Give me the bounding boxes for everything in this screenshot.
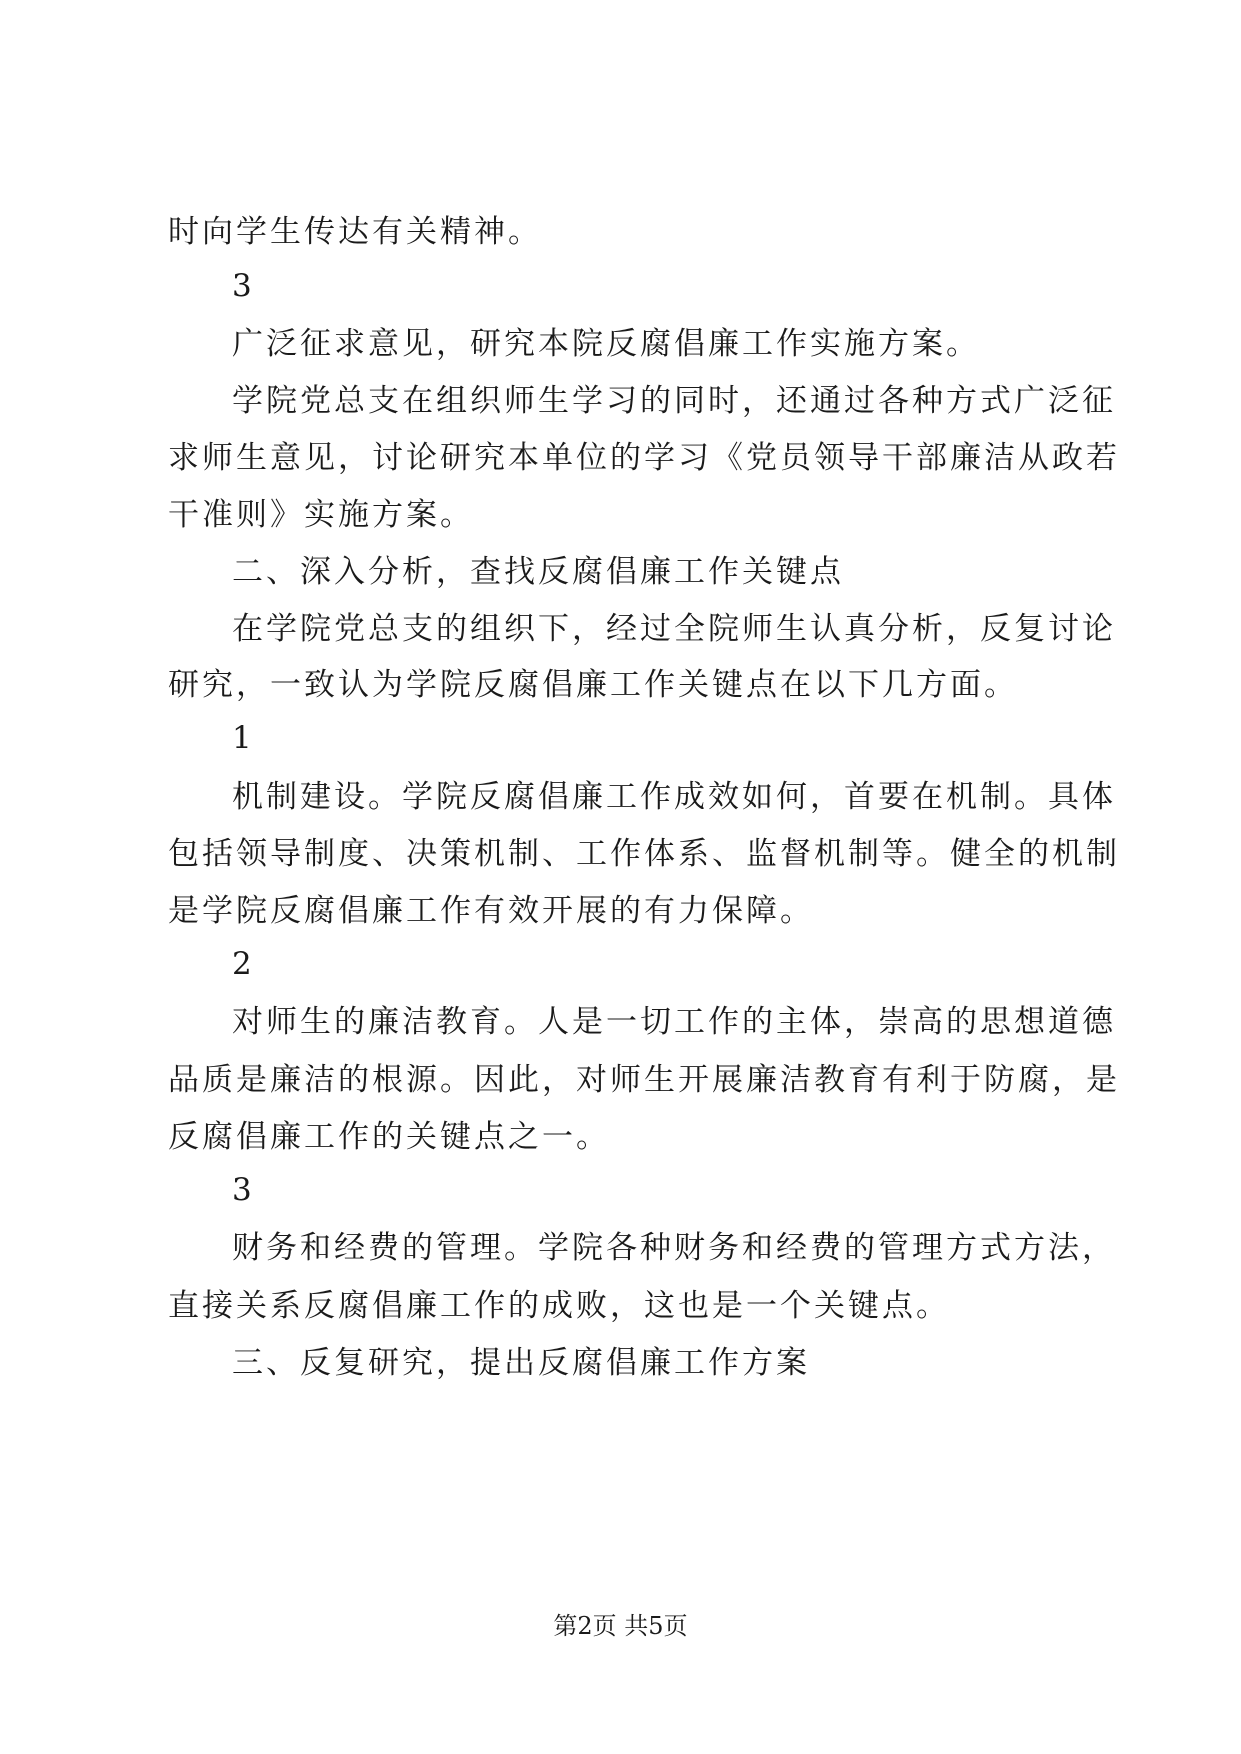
text-line: 财务和经费的管理。学院各种财务和经费的管理方式方法， <box>232 1230 1116 1266</box>
text-line: 干准则》实施方案。 <box>168 497 474 533</box>
text-line: 在学院党总支的组织下，经过全院师生认真分析，反复讨论 <box>232 611 1116 647</box>
item-number: 2 <box>232 946 255 982</box>
subheading: 广泛征求意见，研究本院反腐倡廉工作实施方案。 <box>232 326 980 362</box>
text-line: 学院党总支在组织师生学习的同时，还通过各种方式广泛征 <box>232 383 1116 419</box>
item-number: 1 <box>232 720 255 756</box>
text-line: 机制建设。学院反腐倡廉工作成效如何，首要在机制。具体 <box>232 779 1116 815</box>
text-line: 反腐倡廉工作的关键点之一。 <box>168 1119 610 1155</box>
text-line: 品质是廉洁的根源。因此，对师生开展廉洁教育有利于防腐，是 <box>168 1062 1120 1098</box>
text-line: 直接关系反腐倡廉工作的成败，这也是一个关键点。 <box>168 1288 950 1324</box>
text-line: 对师生的廉洁教育。人是一切工作的主体，崇高的思想道德 <box>232 1004 1116 1040</box>
text-line: 时向学生传达有关精神。 <box>168 214 542 250</box>
text-line: 是学院反腐倡廉工作有效开展的有力保障。 <box>168 893 814 929</box>
text-line: 包括领导制度、决策机制、工作体系、监督机制等。健全的机制 <box>168 836 1120 872</box>
text-line: 求师生意见，讨论研究本单位的学习《党员领导干部廉洁从政若 <box>168 440 1120 476</box>
text-line: 研究，一致认为学院反腐倡廉工作关键点在以下几方面。 <box>168 667 1018 703</box>
page-footer: 第2页 共5页 <box>553 1612 688 1640</box>
item-number: 3 <box>232 268 255 304</box>
section-heading: 二、深入分析，查找反腐倡廉工作关键点 <box>232 554 844 590</box>
section-heading: 三、反复研究，提出反腐倡廉工作方案 <box>232 1345 810 1381</box>
item-number: 3 <box>232 1172 255 1208</box>
